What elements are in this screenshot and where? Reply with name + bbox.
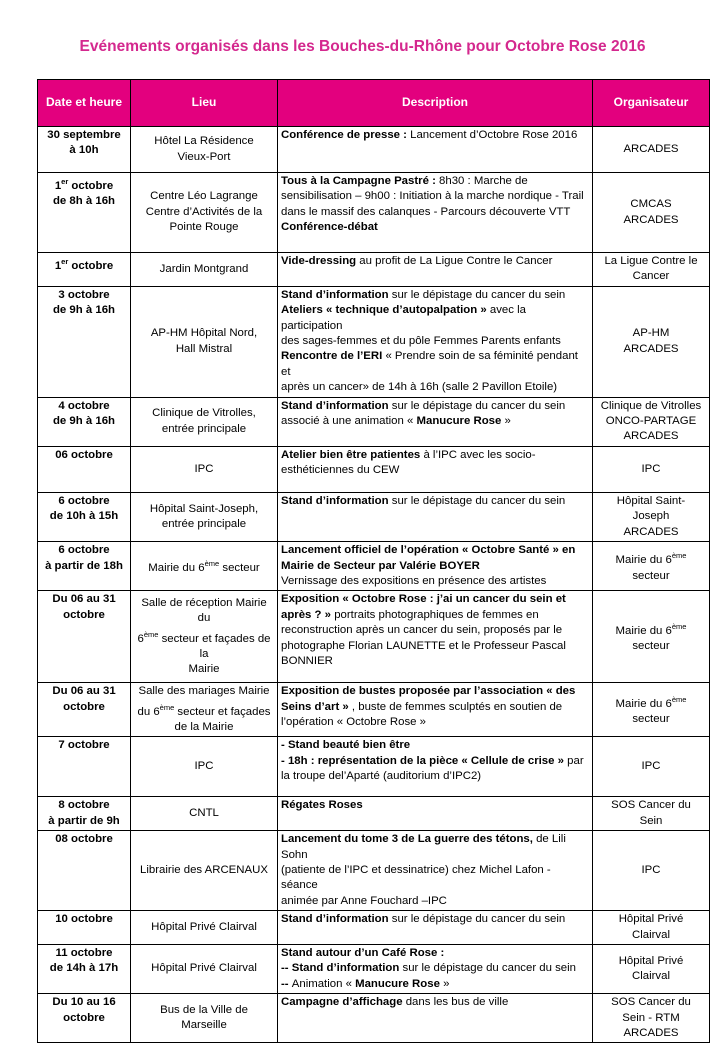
description-cell: Régates Roses xyxy=(278,797,593,831)
description-cell: Stand d’information sur le dépistage du cancer du sein xyxy=(278,492,593,541)
lieu-cell: AP-HM Hôpital Nord, Hall Mistral xyxy=(131,286,278,397)
table-row xyxy=(38,797,710,831)
description-cell: Stand autour d’un Café Rose : -- Stand d’information sur le dépistage du cancer du sein -- Animation « Manucure Rose » xyxy=(278,944,593,993)
organisateur-cell: SOS Cancer du Sein - RTM ARCADES xyxy=(593,994,710,1043)
page-title: Evénements organisés dans les Bouches-du-Rhône pour Octobre Rose 2016 xyxy=(79,38,646,55)
organisateur-cell: ARCADES xyxy=(593,127,710,173)
header-organisateur: Organisateur xyxy=(593,80,710,127)
organisateur-cell: Mairie du 6ème secteur xyxy=(593,591,710,683)
date-cell: 08 octobre xyxy=(38,831,131,911)
lieu-cell: Librairie des ARCENAUX xyxy=(131,831,278,911)
lieu-cell: Salle des mariages Mairie du 6ème secteur et façades de la Mairie xyxy=(131,683,278,737)
date-cell: 06 octobre xyxy=(38,446,131,492)
lieu-cell: Hôpital Privé Clairval xyxy=(131,944,278,993)
lieu-cell: Clinique de Vitrolles, entrée principale xyxy=(131,397,278,446)
date-cell: 30 septembre à 10h xyxy=(38,127,131,173)
table-row xyxy=(38,911,710,945)
date-cell: 1er octobre de 8h à 16h xyxy=(38,173,131,253)
description-cell: Conférence de presse : Lancement d’Octobre Rose 2016 xyxy=(278,127,593,173)
organisateur-cell: Clinique de Vitrolles ONCO-PARTAGE ARCADES xyxy=(593,397,710,446)
table-row xyxy=(38,994,710,1043)
date-cell: 11 octobre de 14h à 17h xyxy=(38,944,131,993)
date-cell: 10 octobre xyxy=(38,911,131,945)
lieu-cell: Jardin Montgrand xyxy=(131,253,278,287)
date-cell: Du 06 au 31 octobre xyxy=(38,683,131,737)
table-row xyxy=(38,127,710,173)
date-cell: 6 octobre à partir de 18h xyxy=(38,542,131,591)
date-cell: 6 octobre de 10h à 15h xyxy=(38,492,131,541)
lieu-cell: Centre Léo Lagrange Centre d’Activités de la Pointe Rouge xyxy=(131,173,278,253)
events-table xyxy=(37,79,710,1043)
lieu-cell: Hôtel La Résidence Vieux-Port xyxy=(131,127,278,173)
organisateur-cell: Hôpital Saint- Joseph ARCADES xyxy=(593,492,710,541)
lieu-cell: Hôpital Saint-Joseph, entrée principale xyxy=(131,492,278,541)
organisateur-cell: IPC xyxy=(593,737,710,797)
organisateur-cell: Hôpital Privé Clairval xyxy=(593,944,710,993)
lieu-cell: IPC xyxy=(131,446,278,492)
date-cell: 8 octobre à partir de 9h xyxy=(38,797,131,831)
description-cell: Stand d’information sur le dépistage du cancer du sein Ateliers « technique d’autopalpation » avec la participation des sages-femmes et du pôle Femmes Parents enfants Rencontre de l’ERI « Prendre soin de sa féminité pendant et après un cancer» de 14h à 16h (salle 2 Pavillon Etoile) xyxy=(278,286,593,397)
date-cell: Du 06 au 31 octobre xyxy=(38,591,131,683)
organisateur-cell: Mairie du 6ème secteur xyxy=(593,542,710,591)
description-cell: Stand d’information sur le dépistage du cancer du sein associé à une animation « Manucure Rose » xyxy=(278,397,593,446)
description-cell: Exposition « Octobre Rose : j’ai un cancer du sein et après ? » portraits photographiques de femmes en reconstruction après un cancer du sein, proposés par le photographe Florian LAUNETTE et le Professeur Pascal BONNIER xyxy=(278,591,593,683)
table-row xyxy=(38,591,710,683)
description-cell: Atelier bien être patientes à l’IPC avec les socio- esthéticiennes du CEW xyxy=(278,446,593,492)
description-cell: Tous à la Campagne Pastré : 8h30 : Marche de sensibilisation – 9h00 : Initiation à la marche nordique - Trail dans le massif des calanques - Parcours découverte VTT Conférence-débat xyxy=(278,173,593,253)
table-row xyxy=(38,683,710,737)
organisateur-cell: IPC xyxy=(593,446,710,492)
table-row xyxy=(38,173,710,253)
description-cell: Vide-dressing au profit de La Ligue Contre le Cancer xyxy=(278,253,593,287)
date-cell: Du 10 au 16 octobre xyxy=(38,994,131,1043)
lieu-cell: Mairie du 6ème secteur xyxy=(131,542,278,591)
table-row xyxy=(38,253,710,287)
table-row xyxy=(38,737,710,797)
date-cell: 3 octobre de 9h à 16h xyxy=(38,286,131,397)
table-row xyxy=(38,286,710,397)
table-row xyxy=(38,831,710,911)
organisateur-cell: La Ligue Contre le Cancer xyxy=(593,253,710,287)
table-header-row xyxy=(38,80,710,127)
organisateur-cell: IPC xyxy=(593,831,710,911)
header-date: Date et heure xyxy=(38,80,131,127)
header-lieu: Lieu xyxy=(131,80,278,127)
description-cell: Lancement officiel de l’opération « Octobre Santé » en Mairie de Secteur par Valérie BOYER Vernissage des expositions en présence des artistes xyxy=(278,542,593,591)
description-cell: Campagne d’affichage dans les bus de ville xyxy=(278,994,593,1043)
organisateur-cell: AP-HM ARCADES xyxy=(593,286,710,397)
date-cell: 7 octobre xyxy=(38,737,131,797)
lieu-cell: Hôpital Privé Clairval xyxy=(131,911,278,945)
table-row xyxy=(38,397,710,446)
table-body xyxy=(38,127,710,1043)
organisateur-cell: Mairie du 6ème secteur xyxy=(593,683,710,737)
table-row xyxy=(38,492,710,541)
lieu-cell: Salle de réception Mairie du 6ème secteur et façades de la Mairie xyxy=(131,591,278,683)
description-cell: Stand d’information sur le dépistage du cancer du sein xyxy=(278,911,593,945)
lieu-cell: Bus de la Ville de Marseille xyxy=(131,994,278,1043)
organisateur-cell: Hôpital Privé Clairval xyxy=(593,911,710,945)
description-cell: Exposition de bustes proposée par l’association « des Seins d’art » , buste de femmes sculptés en soutien de l’opération « Octobre Rose » xyxy=(278,683,593,737)
date-cell: 1er octobre xyxy=(38,253,131,287)
header-description: Description xyxy=(278,80,593,127)
date-cell: 4 octobre de 9h à 16h xyxy=(38,397,131,446)
table-row xyxy=(38,944,710,993)
description-cell: - Stand beauté bien être - 18h : représentation de la pièce « Cellule de crise » par la troupe del’Aparté (auditorium d’IPC2) xyxy=(278,737,593,797)
lieu-cell: IPC xyxy=(131,737,278,797)
table-row xyxy=(38,446,710,492)
organisateur-cell: SOS Cancer du Sein xyxy=(593,797,710,831)
lieu-cell: CNTL xyxy=(131,797,278,831)
description-cell: Lancement du tome 3 de La guerre des tétons, de Lili Sohn (patiente de l’IPC et dessinatrice) chez Michel Lafon - séance animée par Anne Fouchard –IPC xyxy=(278,831,593,911)
table-row xyxy=(38,542,710,591)
organisateur-cell: CMCAS ARCADES xyxy=(593,173,710,253)
